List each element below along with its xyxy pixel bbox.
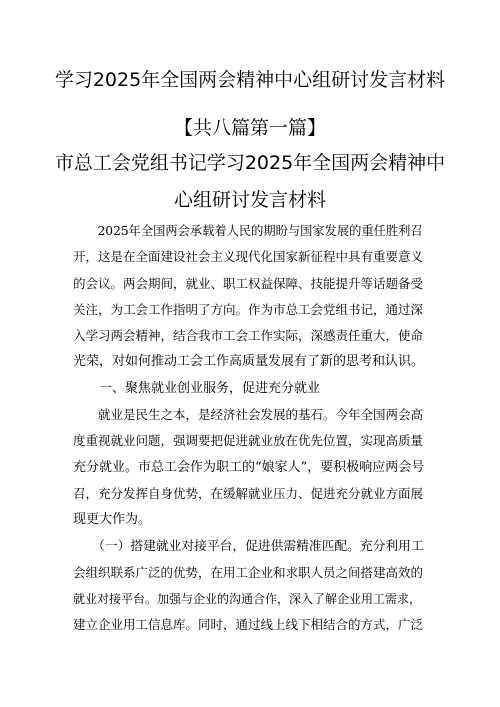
body-line: 就业是民生之本，是经济社会发展的基石。今年全国两会高 [73, 407, 424, 423]
body-line: 关注，为工会工作指明了方向。作为市总工会党组书记，通过深 [73, 301, 424, 317]
document-title: 学习2025年全国两会精神中心组研讨发言材料 [54, 69, 446, 91]
body-line: 会组织联系广泛的优势，在用工企业和求职人员之间搭建高效的 [73, 564, 424, 580]
section-heading: 一、聚焦就业创业服务，促进充分就业 [73, 380, 321, 396]
article-title-line-2: 心组研讨发言材料 [173, 189, 326, 211]
body-text [73, 218, 428, 639]
body-line: 的会议。两会期间，就业、职工权益保障、技能提升等话题备受 [73, 275, 424, 291]
body-line: 召，充分发挥自身优势，在缓解就业压力、促进充分就业方面展 [73, 485, 424, 501]
body-line: 就业对接平台。加强与企业的沟通合作，深入了解企业用工需求， [73, 592, 422, 607]
series-label: 【共八篇第一篇】 [173, 117, 326, 139]
body-line: 现更大作为。 [73, 512, 152, 528]
body-line: 入学习两会精神，结合我市工会工作实际，深感责任重大，使命 [73, 328, 424, 344]
body-line: 度重视就业问题，强调要把促进就业放在优先位置，实现高质量 [73, 433, 424, 449]
body-line: 建立企业用工信息库。同时，通过线上线下相结合的方式，广泛 [73, 617, 424, 633]
article-title-line-1: 市总工会党组书记学习2025年全国两会精神中 [54, 152, 446, 174]
body-line: 开，这是在全面建设社会主义现代化国家新征程中具有重要意义 [73, 249, 424, 265]
body-line: 光荣，对如何推动工会工作高质量发展有了新的思考和认识。 [73, 354, 425, 370]
body-line: （一）搭建就业对接平台，促进供需精准匹配。充分利用工 [73, 538, 424, 554]
body-line: 充分就业。市总工会作为职工的“娘家人”，要积极响应两会号 [73, 459, 425, 475]
body-line: 2025年全国两会承载着人民的期盼与国家发展的重任胜利召 [73, 224, 423, 238]
